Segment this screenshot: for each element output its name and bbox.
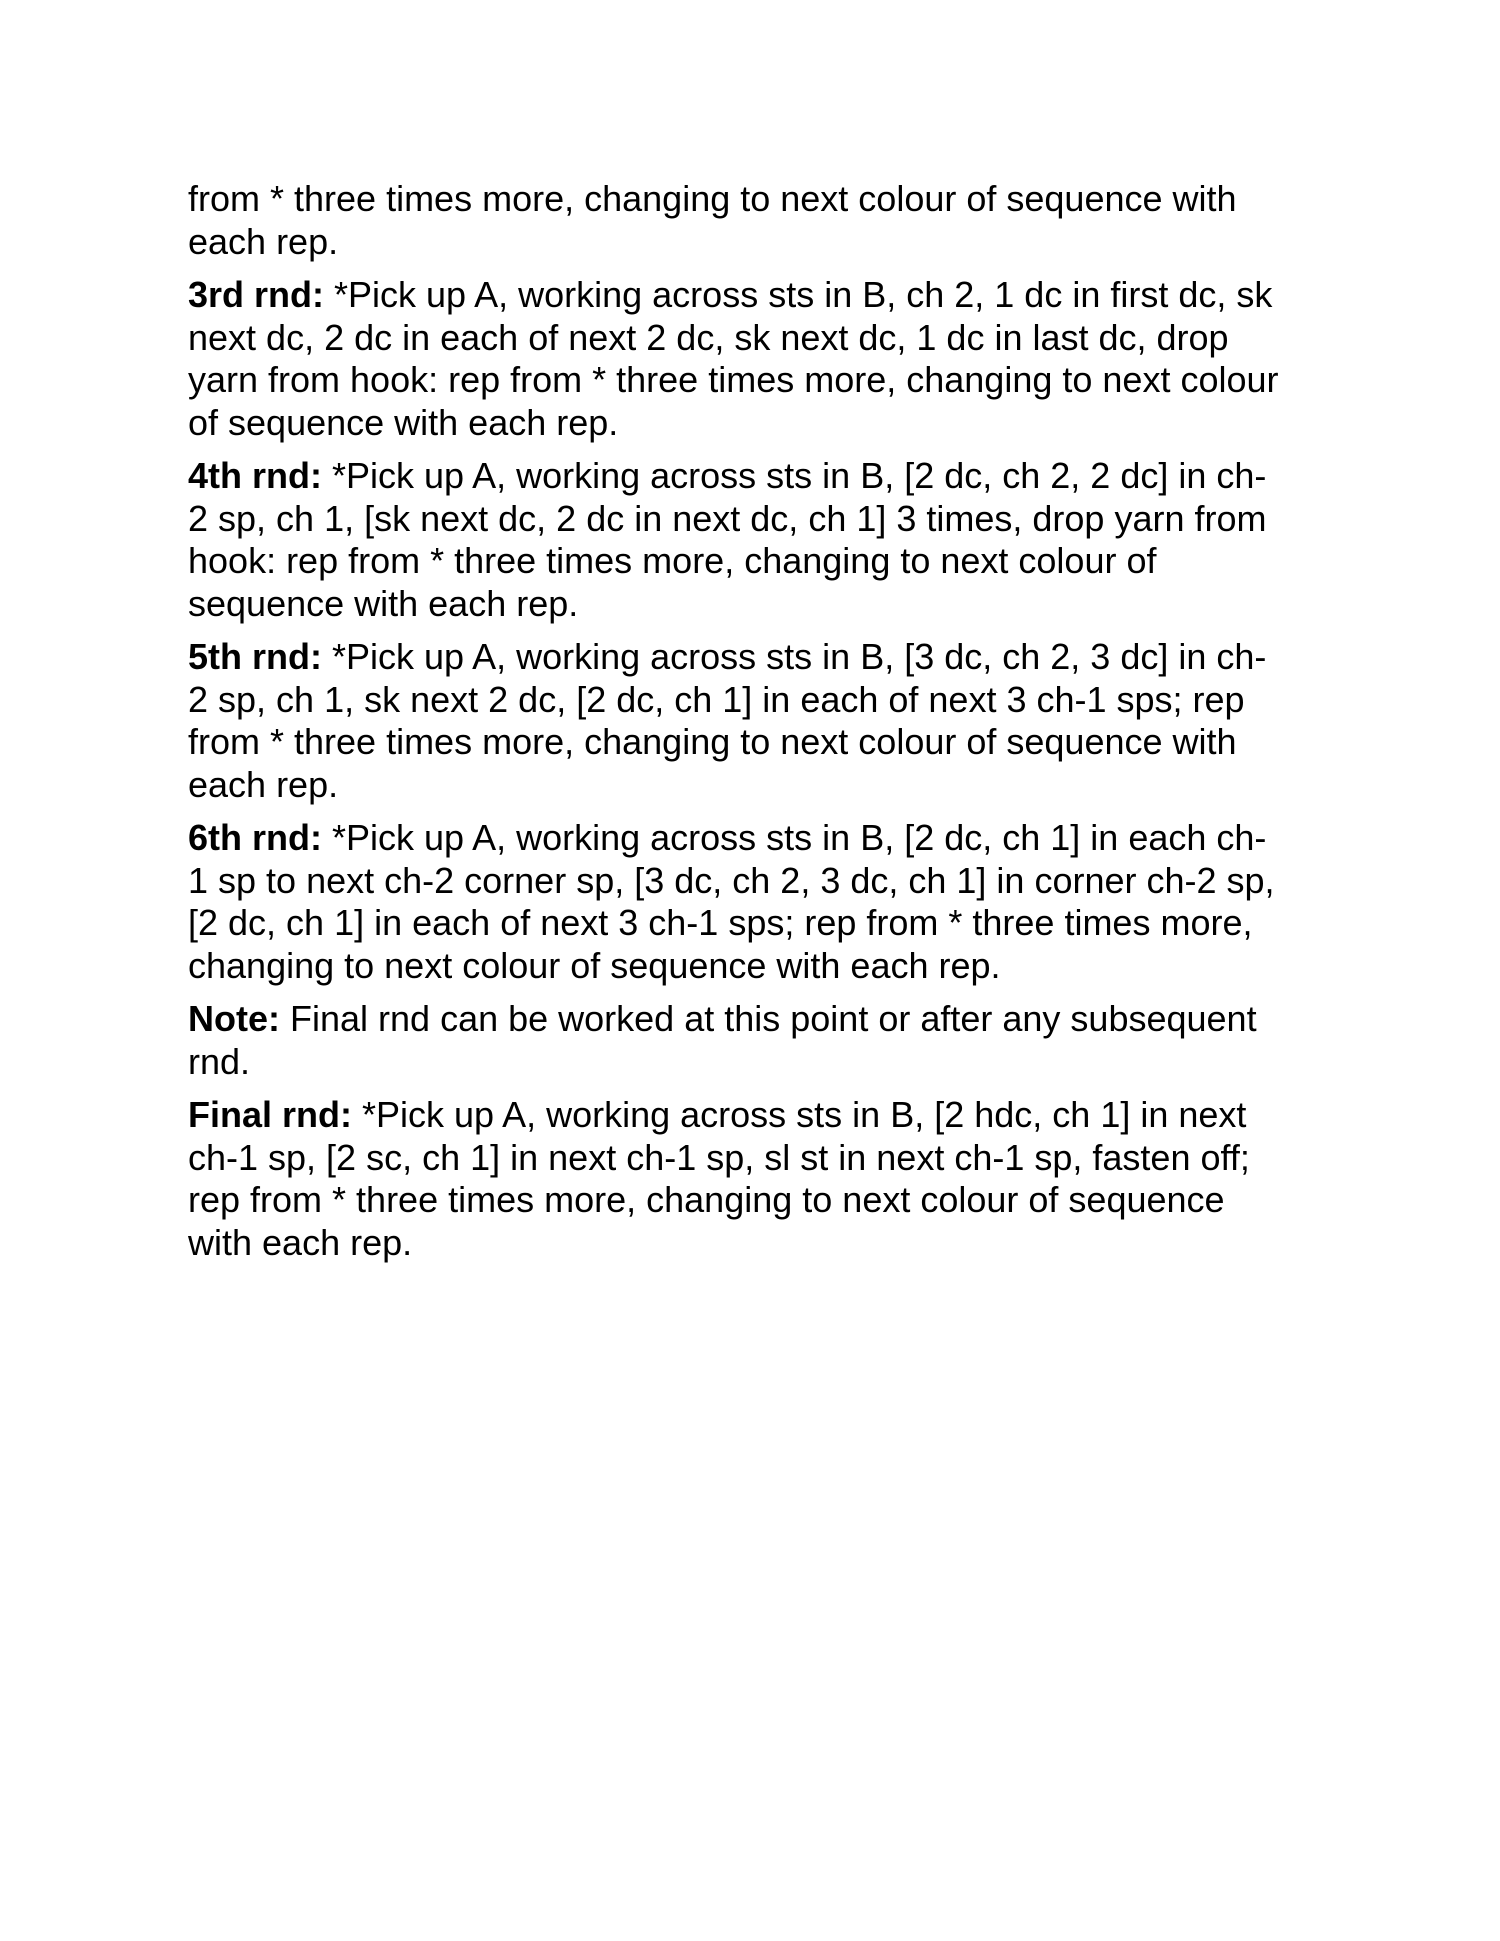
paragraph-final-rnd: [188, 1094, 1318, 1264]
paragraph-note: [188, 998, 1318, 1083]
paragraph-text: *Pick up A, working across sts in B, [2 dc, ch 1] in each ch- 1 sp to next ch-2 corner sp, [3 dc, ch 2, 3 dc, ch 1] in corner ch-2 sp, [2 dc, ch 1] in each of next 3 ch-1 sps; rep from * three times more, changing to next colour of sequence with each rep.: [188, 817, 1275, 986]
paragraph-label: 3rd rnd:: [188, 274, 325, 315]
paragraph-3rd-rnd: [188, 274, 1318, 444]
paragraph-continuation: [188, 178, 1318, 263]
paragraph-5th-rnd: [188, 636, 1318, 806]
paragraph-4th-rnd: [188, 455, 1318, 625]
paragraph-label: 5th rnd:: [188, 636, 322, 677]
paragraph-text: *Pick up A, working across sts in B, [2 hdc, ch 1] in next ch-1 sp, [2 sc, ch 1] in next ch-1 sp, sl st in next ch-1 sp, fasten off; rep from * three times more, changing to next colour of sequence with each rep.: [188, 1094, 1250, 1263]
paragraph-label: Final rnd:: [188, 1094, 352, 1135]
paragraph-label: 4th rnd:: [188, 455, 322, 496]
paragraph-text: *Pick up A, working across sts in B, [3 dc, ch 2, 3 dc] in ch- 2 sp, ch 1, sk next 2 dc, [2 dc, ch 1] in each of next 3 ch-1 sps; rep from * three times more, changing to next colour of sequence with each rep.: [188, 636, 1267, 805]
paragraph-6th-rnd: [188, 817, 1318, 987]
paragraph-text: from * three times more, changing to next colour of sequence with each rep.: [188, 178, 1237, 262]
paragraph-text: *Pick up A, working across sts in B, ch 2, 1 dc in first dc, sk next dc, 2 dc in each of next 2 dc, sk next dc, 1 dc in last dc, drop yarn from hook: rep from * three times more, changing to next colour of sequence with each rep.: [188, 274, 1279, 443]
document-page: [188, 178, 1318, 1275]
paragraph-label: Note:: [188, 998, 280, 1039]
paragraph-text: *Pick up A, working across sts in B, [2 dc, ch 2, 2 dc] in ch- 2 sp, ch 1, [sk next dc, 2 dc in next dc, ch 1] 3 times, drop yarn from hook: rep from * three times more, changing to next colour of sequence with each rep.: [188, 455, 1267, 624]
paragraph-label: 6th rnd:: [188, 817, 322, 858]
paragraph-text: Final rnd can be worked at this point or after any subsequent rnd.: [188, 998, 1257, 1082]
